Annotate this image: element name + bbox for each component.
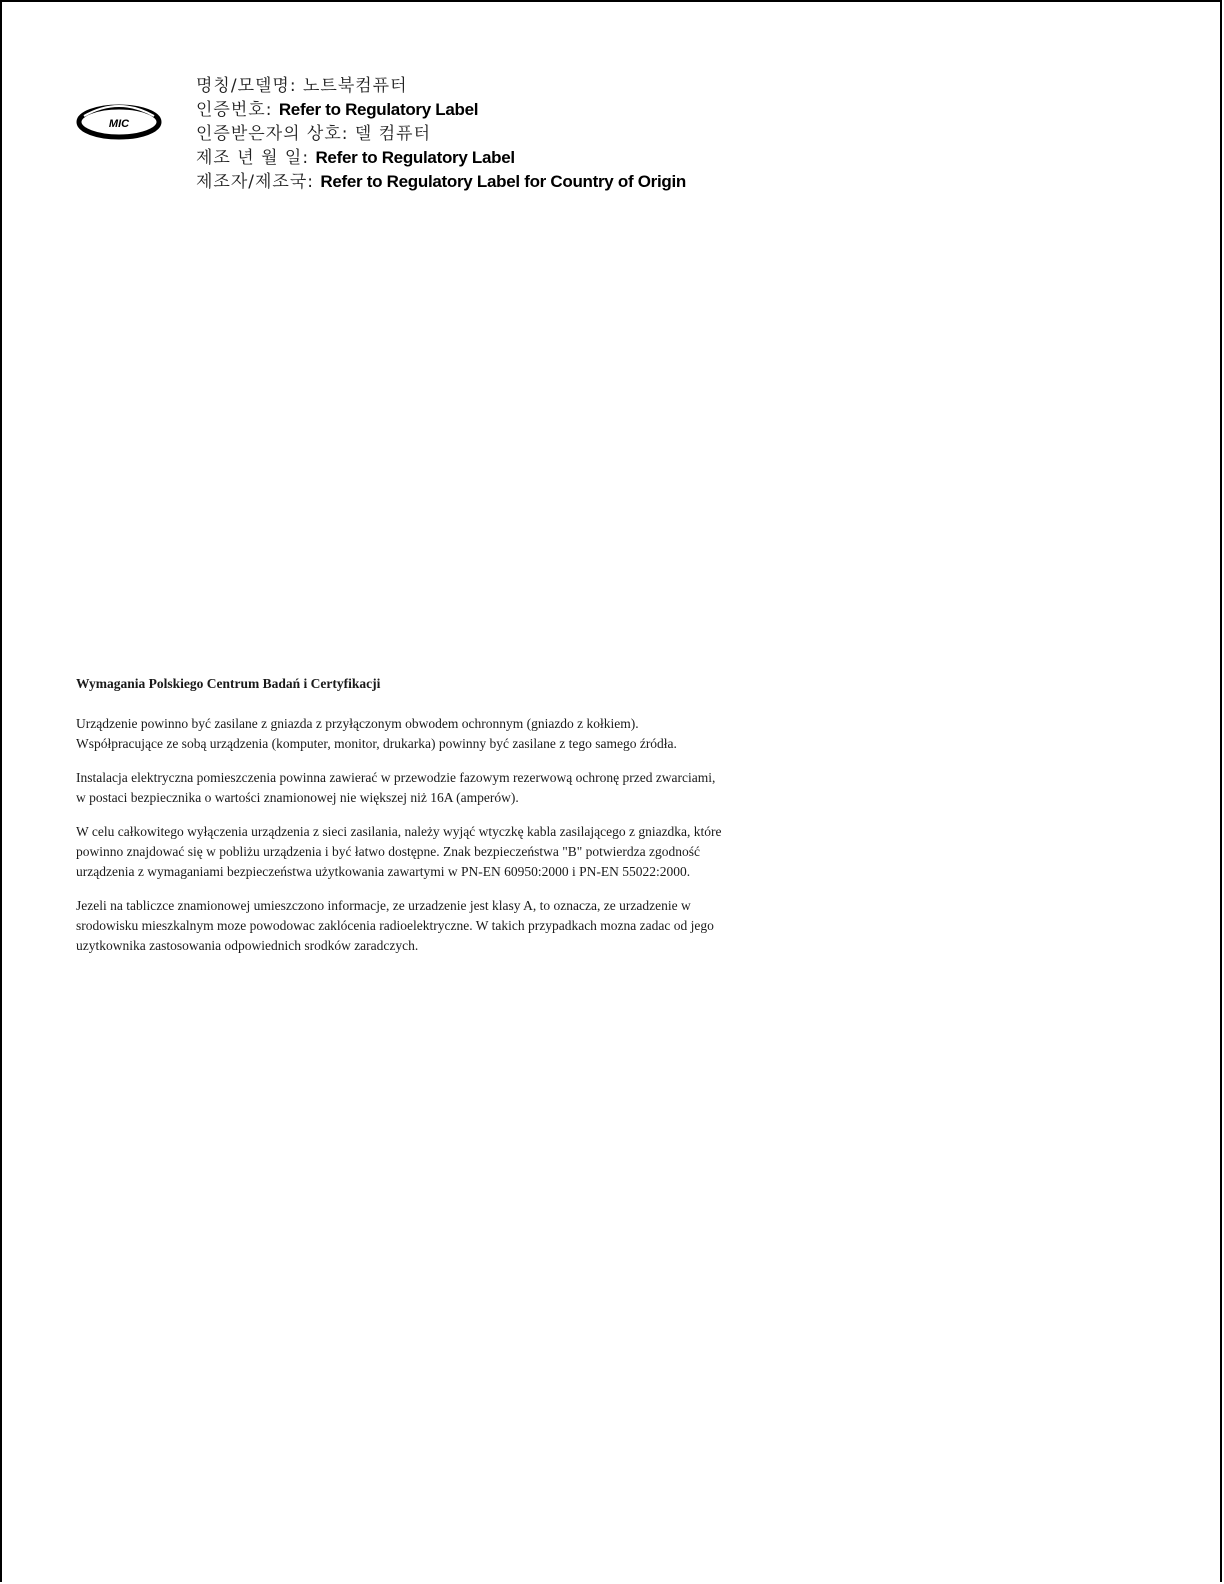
kr-value: Refer to Regulatory Label	[278, 100, 479, 119]
kr-value: Refer to Regulatory Label	[315, 148, 515, 167]
paragraph	[76, 714, 906, 754]
korean-certification-label	[196, 74, 916, 194]
kr-value: 노트북컴퓨터	[302, 76, 408, 96]
paragraph	[76, 822, 906, 882]
paragraph-line: Instalacja elektryczna pomieszczenia powinna zawierać w przewodzie fazowym rezerwową ochronę przed zwarciami,	[76, 770, 716, 785]
paragraph-line: uzytkownika zastosowania odpowiednich srodków zaradczych.	[76, 938, 419, 953]
kr-key: 인증번호:	[196, 100, 279, 120]
kr-line-manufacturer-country	[196, 170, 916, 194]
paragraph-line: srodowisku mieszkalnym moze powodowac zaklócenia radioelektryczne. W takich przypadkach mozna zadac od jego	[76, 918, 714, 933]
kr-value: 델 컴퓨터	[354, 124, 432, 144]
kr-key: 명칭/모델명:	[196, 76, 303, 96]
paragraph-line: Jezeli na tabliczce znamionowej umieszczono informacje, ze urzadzenie jest klasy A, to oznacza, ze urzadzenie w	[76, 898, 691, 913]
kr-key: 제조자/제조국:	[196, 172, 321, 192]
section-heading: Wymagania Polskiego Centrum Badań i Certyfikacji	[76, 676, 381, 691]
paragraph-line: Urządzenie powinno być zasilane z gniazda z przyłączonym obwodem ochronnym (gniazdo z kołkiem).	[76, 716, 639, 731]
mic-logo	[76, 100, 162, 144]
paragraph-line: Współpracujące ze sobą urządzenia (komputer, monitor, drukarka) powinny być zasilane z tego samego źródła.	[76, 736, 677, 751]
svg-text:MIC: MIC	[108, 118, 130, 130]
kr-key: 제조 년 월 일:	[196, 148, 316, 168]
kr-line-manufacture-date	[196, 146, 916, 170]
kr-value: Refer to Regulatory Label for Country of Origin	[320, 172, 686, 191]
kr-line-certified-company	[196, 122, 916, 146]
kr-line-cert-number	[196, 98, 916, 122]
paragraph-line: W celu całkowitego wyłączenia urządzenia z sieci zasilania, należy wyjąć wtyczkę kabla zasilającego z gniazdka, które	[76, 824, 722, 839]
paragraph	[76, 768, 906, 808]
polish-requirements-section	[76, 674, 906, 970]
paragraph-line: urządzenia z wymaganiami bezpieczeństwa użytkowania zawartymi w PN-EN 60950:2000 i PN-EN 55022:2000.	[76, 864, 691, 879]
kr-key: 인증받은자의 상호:	[196, 124, 355, 144]
paragraph-line: powinno znajdować się w pobliżu urządzenia i być łatwo dostępne. Znak bezpieczeństwa "B" potwierdza zgodność	[76, 844, 700, 859]
paragraph-line: w postaci bezpiecznika o wartości znamionowej nie większej niż 16A (amperów).	[76, 790, 519, 805]
kr-line-model-name	[196, 74, 916, 98]
paragraph	[76, 896, 906, 956]
